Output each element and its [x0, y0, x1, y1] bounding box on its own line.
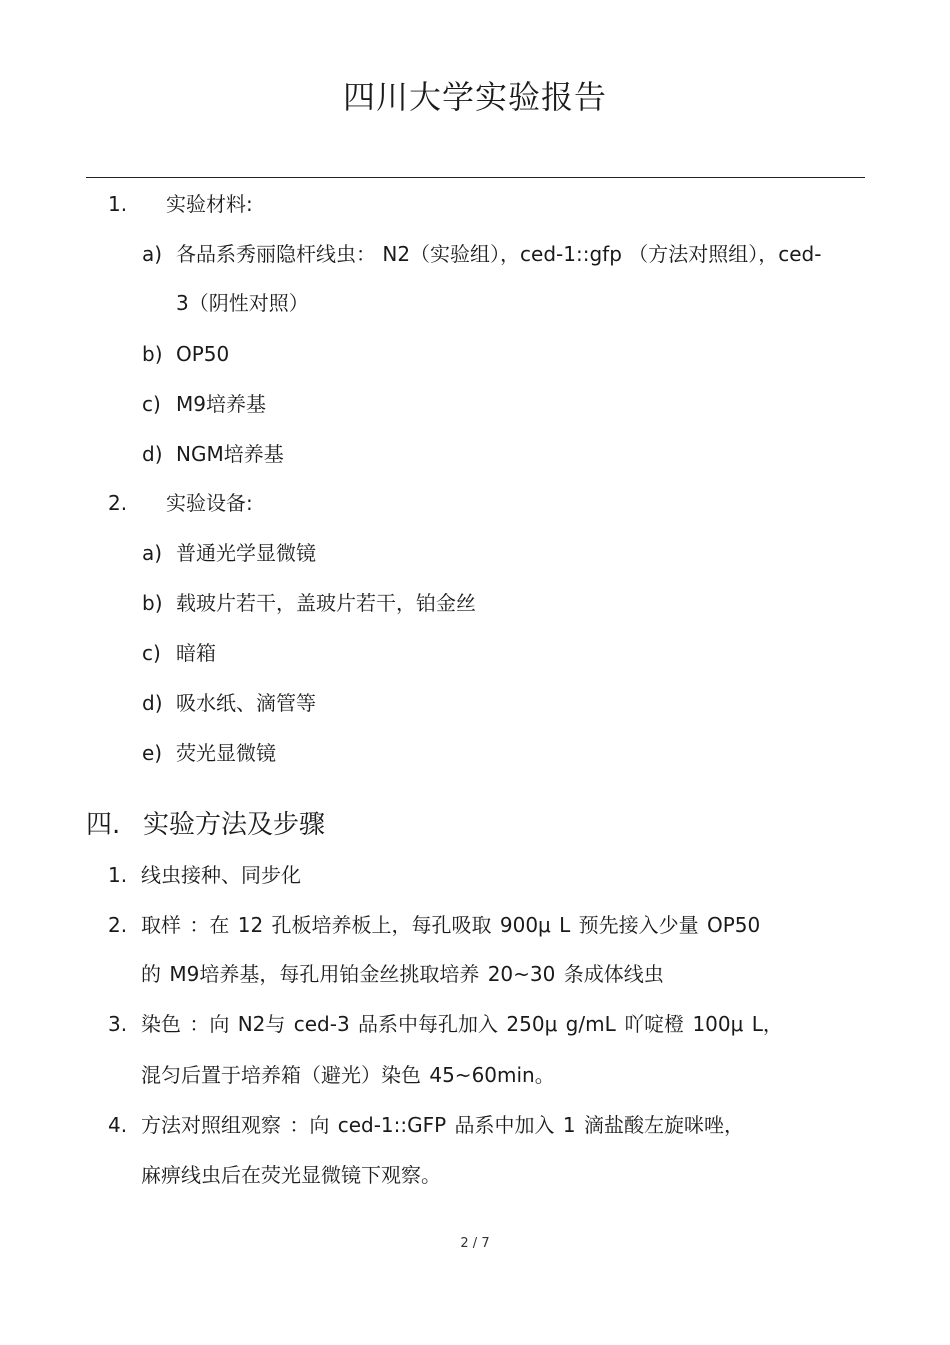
equipment-heading: 实验设备: — [166, 491, 253, 515]
equipment-item-d-text: 吸水纸、滴管等 — [176, 691, 316, 715]
equipment-item-d-label: d) — [142, 691, 163, 715]
equipment-item-c-label: c) — [142, 641, 161, 665]
materials-item-d-text: NGM培养基 — [176, 442, 284, 466]
equipment-item-c-text: 暗箱 — [176, 641, 216, 665]
page-title: 四川大学实验报告 — [342, 78, 607, 116]
materials-item-a-label: a) — [142, 242, 163, 266]
equipment-item-b-text: 载玻片若干，盖玻片若干，铂金丝 — [176, 591, 476, 615]
methods-number: 四. — [86, 810, 121, 840]
equipment-item-a-label: a) — [142, 541, 163, 565]
step-1-line-1: 线虫接种、同步化 — [141, 863, 301, 887]
step-4-number: 4. — [108, 1113, 128, 1137]
step-3-line-2: 混匀后置于培养箱（避光）染色 45~60min。 — [141, 1063, 555, 1087]
step-3-number: 3. — [108, 1012, 128, 1036]
step-2-number: 2. — [108, 913, 128, 937]
methods-heading: 实验方法及步骤 — [143, 810, 326, 840]
step-3-line-1: 染色 ：向 N2与 ced-3 品系中每孔加入 250μ g/mL 吖啶橙 100μ L， — [141, 1012, 783, 1036]
equipment-item-b-label: b) — [142, 591, 163, 615]
materials-item-a-text: 各品系秀丽隐杆线虫： N2（实验组），ced-1::gfp （方法对照组），ced- — [176, 242, 822, 266]
step-2-line-2: 的 M9培养基，每孔用铂金丝挑取培养 20~30 条成体线虫 — [141, 962, 664, 986]
header-divider — [86, 177, 865, 178]
equipment-item-e-text: 荧光显微镜 — [176, 741, 276, 765]
equipment-number: 2. — [108, 491, 128, 515]
step-4-line-2: 麻痹线虫后在荧光显微镜下观察。 — [141, 1163, 441, 1187]
materials-heading: 实验材料: — [166, 192, 253, 216]
materials-item-b-label: b) — [142, 342, 163, 366]
materials-number: 1. — [108, 192, 128, 216]
materials-item-a-continuation: 3（阴性对照） — [176, 291, 309, 315]
page-number: 2 / 7 — [460, 1236, 490, 1251]
step-1-number: 1. — [108, 863, 128, 887]
equipment-item-a-text: 普通光学显微镜 — [176, 541, 316, 565]
materials-item-b-text: OP50 — [176, 342, 230, 366]
equipment-item-e-label: e) — [142, 741, 163, 765]
step-2-line-1: 取样 ：在 12 孔板培养板上，每孔吸取 900μ L 预先接入少量 OP50 — [141, 913, 761, 937]
materials-item-c-label: c) — [142, 392, 161, 416]
materials-item-d-label: d) — [142, 442, 163, 466]
materials-item-c-text: M9培养基 — [176, 392, 266, 416]
step-4-line-1: 方法对照组观察 ：向 ced-1::GFP 品系中加入 1 滴盐酸左旋咪唑， — [141, 1113, 744, 1137]
